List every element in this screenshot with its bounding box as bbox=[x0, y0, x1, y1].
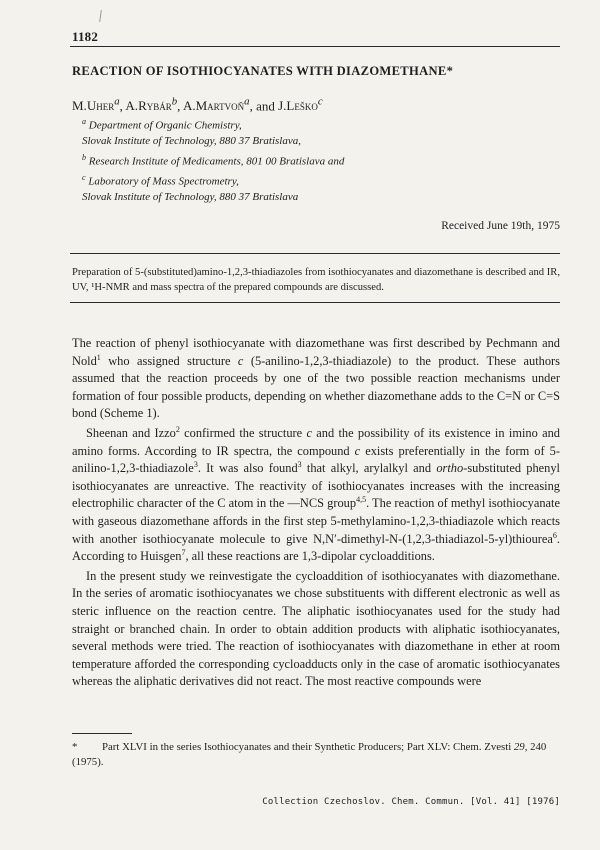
author-name: J.Leško$^c$ bbox=[278, 96, 323, 114]
affiliation-line: $^a$ Department of Organic Chemistry, bbox=[82, 117, 242, 132]
author-name: M.Uher$^a$ bbox=[72, 96, 120, 114]
affiliation-line: $^c$ Laboratory of Mass Spectrometry, bbox=[82, 172, 239, 188]
paragraph: The reaction of phenyl isothiocyanate with diazomethane was first described by Pechmann and Nold$^1$ who assigned structure c (5-anilino-1,2,3-thiadiazole) to the product. These authors assumed that the reaction proceeds by one of the two possible reaction mechanisms under formation of four possible products, depending on whether diazomethane adds to the C=N or C=S bond (Scheme 1). bbox=[72, 336, 560, 421]
paragraph: Sheenan and Izzo$^2$ confirmed the structure c and the possibility of its existence in imino and amino forms. According to IR spectra, the compound c exists preferentially in the form of 5-anilino-1,2,3-thiadiazole$^3$. It was also found$^3$ that alkyl, arylalkyl and ortho-substituted phenyl isothiocyanates are unreactive. The reactivity of isothiocyanates increases with the increasing electrophilic character of the C atom in the —NCS group$^{4,5}$. The reaction of methyl isothiocyanate with gaseous diazomethane affords in the first step 5-methylamino-1,2,3-thiadiazole which reacts with another isothiocyanate molecule to give N,N′-dimethyl-N-(1,2,3-thiadiazol-5-yl)thiourea$^6$. According to Huisgen$^7$, all these reactions are 1,3-dipolar cycloadditions. bbox=[72, 424, 560, 564]
affiliation-line: Slovak Institute of Technology, 880 37 Bratislava, bbox=[82, 135, 301, 148]
affiliation-line: Slovak Institute of Technology, 880 37 Bratislava bbox=[82, 190, 299, 203]
header-rule bbox=[70, 46, 560, 47]
footnote-rule bbox=[72, 733, 132, 734]
affiliations bbox=[82, 114, 344, 205]
abstract-rule-bottom bbox=[70, 302, 560, 303]
footnote: * Part XLVI in the series Isothiocyanates and their Synthetic Producers; Part XLV: Chem. Zvesti 29, 240 (1975). bbox=[72, 741, 547, 768]
journal-citation: Collection Czechoslov. Chem. Commun. [Vol. 41] [1976] bbox=[262, 797, 560, 807]
affiliation-line: $^b$ Research Institute of Medicaments, 801 00 Bratislava and bbox=[82, 152, 345, 168]
abstract-rule-top bbox=[70, 253, 560, 254]
page-number: 1182 bbox=[72, 29, 99, 44]
abstract: Preparation of 5-(substituted)amino-1,2,3-thiadiazoles from isothiocyanates and diazomethane is described and IR, UV, ¹H-NMR and mass spectra of the prepared compounds are discussed. bbox=[72, 267, 560, 293]
article-title: REACTION OF ISOTHIOCYANATES WITH DIAZOMETHANE* bbox=[72, 64, 454, 78]
scan-mark bbox=[99, 10, 102, 22]
paragraph: In the present study we reinvestigate the cycloaddition of isothiocyanates with diazomethane. In the series of aromatic isothiocyanates we chose substituents with different electronic as well as steric influence on the reaction centre. The aliphatic isothiocyanates used for the study had straight or branched chain. In order to obtain addition products with aliphatic isothiocyanates, several methods were tried. The reaction of isothiocyanates with diazomethane in ether at room temperature afforded the corresponding cycloadducts only in the case of aromatic isothiocyanates whereas the aliphatic derivatives did not react. The most reactive compounds were bbox=[72, 568, 560, 689]
author-list: M.Uher$^a$, A.Rybár$^b$, A.Martvoň$^a$, and J.Leško$^c$ bbox=[72, 96, 323, 114]
author-name: A.Martvoň$^a$ bbox=[182, 96, 250, 114]
received-date: Received June 19th, 1975 bbox=[441, 220, 560, 232]
author-name: A.Rybár$^b$ bbox=[125, 96, 178, 114]
body-text bbox=[72, 335, 560, 693]
